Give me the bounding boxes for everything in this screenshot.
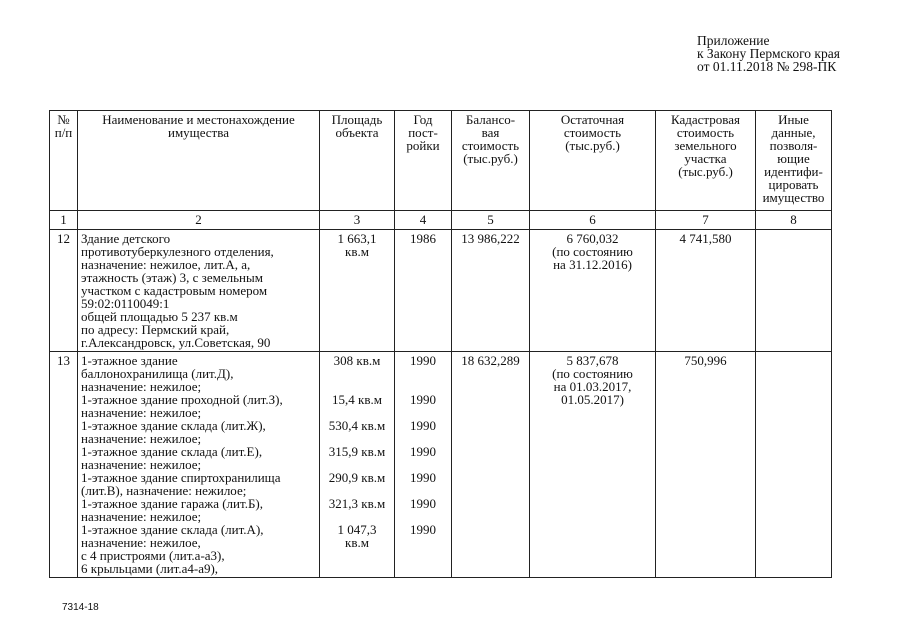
text-line: 15,4 кв.м xyxy=(332,392,382,407)
text-line: с 4 пристроями (лит.а-а3), xyxy=(81,548,225,563)
text-line: стоимость xyxy=(461,138,520,153)
text-line: 6 крыльцами (лит.а4-а9), xyxy=(81,561,219,576)
text-line: 1990 xyxy=(410,418,436,433)
property-area xyxy=(320,352,395,578)
text-line: (тыс.руб.) xyxy=(678,164,733,179)
text-line: имущество xyxy=(762,190,825,205)
annex-title: Приложение xyxy=(697,33,770,48)
row-number: 13 xyxy=(50,352,78,578)
text-line: пост- xyxy=(408,125,438,140)
text-line: стоимость xyxy=(676,125,735,140)
property-name xyxy=(78,230,320,352)
text-line: 1-этажное здание склада (лит.Ж), xyxy=(81,418,266,433)
line-gap xyxy=(398,367,448,380)
text-line: 59:02:0110049:1 xyxy=(81,296,170,311)
construction-year xyxy=(395,230,452,352)
header-residual xyxy=(530,111,656,211)
text-line: назначение: нежилое; xyxy=(81,509,202,524)
column-number-row xyxy=(50,211,832,230)
column-number: 4 xyxy=(395,211,452,230)
text-line: земельного xyxy=(674,138,737,153)
column-number: 1 xyxy=(50,211,78,230)
text-line: (тыс.руб.) xyxy=(565,138,620,153)
property-name xyxy=(78,352,320,578)
text-line: на 01.03.2017, xyxy=(553,379,632,394)
text-line: кв.м xyxy=(345,535,369,550)
text-line: участка xyxy=(684,151,727,166)
text-line: назначение: нежилое, xyxy=(81,535,201,550)
construction-year xyxy=(395,352,452,578)
line-gap xyxy=(323,367,391,380)
table-row xyxy=(50,230,832,352)
text-line: 1-этажное здание спиртохранилища xyxy=(81,470,281,485)
text-line: 1986 xyxy=(410,231,436,246)
header-balance xyxy=(452,111,530,211)
text-line: ройки xyxy=(406,138,440,153)
text-line: 01.05.2017) xyxy=(561,392,624,407)
text-line: 5 837,678 xyxy=(566,353,619,368)
cadastral-value: 750,996 xyxy=(656,352,756,578)
text-line: 321,3 кв.м xyxy=(328,496,386,511)
row-number: 12 xyxy=(50,230,78,352)
text-line: участком с кадастровым номером xyxy=(81,283,268,298)
other-data xyxy=(756,230,832,352)
text-line: 290,9 кв.м xyxy=(328,470,386,485)
balance-value: 18 632,289 xyxy=(452,352,530,578)
text-line: 1990 xyxy=(410,444,436,459)
text-line: Иные xyxy=(778,112,809,127)
header-number xyxy=(50,111,78,211)
text-line: п/п xyxy=(54,125,73,140)
property-area xyxy=(320,230,395,352)
text-line: Кадастровая xyxy=(671,112,740,127)
document-code: 7314-18 xyxy=(62,602,99,613)
text-line: Площадь xyxy=(331,112,383,127)
text-line: назначение: нежилое; xyxy=(81,457,202,472)
text-line: кв.м xyxy=(345,244,369,259)
text-line: 1 663,1 xyxy=(337,231,377,246)
text-line: 308 кв.м xyxy=(333,353,381,368)
text-line: 1-этажное здание проходной (лит.З), xyxy=(81,392,283,407)
text-line: № xyxy=(57,112,70,127)
table-row xyxy=(50,352,832,578)
header-cadastral xyxy=(656,111,756,211)
text-line: по адресу: Пермский край, xyxy=(81,322,230,337)
text-line: 1-этажное здание xyxy=(81,353,178,368)
column-number: 8 xyxy=(756,211,832,230)
text-line: (по состоянию xyxy=(552,366,633,381)
text-line: (тыс.руб.) xyxy=(463,151,518,166)
text-line: (по состоянию xyxy=(552,244,633,259)
text-line: назначение: нежилое, лит.А, а, xyxy=(81,257,251,272)
header-name xyxy=(78,111,320,211)
text-line: вая xyxy=(481,125,500,140)
text-line: этажность (этаж) 3, с земельным xyxy=(81,270,263,285)
column-number: 6 xyxy=(530,211,656,230)
text-line: назначение: нежилое; xyxy=(81,431,202,446)
column-number: 2 xyxy=(78,211,320,230)
text-line: назначение: нежилое; xyxy=(81,379,202,394)
residual-value xyxy=(530,352,656,578)
text-line: 1 047,3 xyxy=(337,522,377,537)
text-line: 1990 xyxy=(410,496,436,511)
text-line: стоимость xyxy=(563,125,622,140)
text-line: 1-этажное здание гаража (лит.Б), xyxy=(81,496,263,511)
text-line: г.Александровск, ул.Советская, 90 xyxy=(81,335,271,350)
text-line: противотуберкулезного отделения, xyxy=(81,244,274,259)
text-line: 315,9 кв.м xyxy=(328,444,386,459)
text-line: общей площадью 5 237 кв.м xyxy=(81,309,238,324)
residual-value xyxy=(530,230,656,352)
header-year xyxy=(395,111,452,211)
text-line: Здание детского xyxy=(81,231,171,246)
header-area xyxy=(320,111,395,211)
cadastral-value: 4 741,580 xyxy=(656,230,756,352)
column-number: 3 xyxy=(320,211,395,230)
column-number: 7 xyxy=(656,211,756,230)
property-table xyxy=(49,110,832,578)
text-line: 1990 xyxy=(410,522,436,537)
text-line: 1-этажное здание склада (лит.Е), xyxy=(81,444,263,459)
text-line: данные, xyxy=(771,125,816,140)
balance-value: 13 986,222 xyxy=(452,230,530,352)
text-line: 1990 xyxy=(410,470,436,485)
text-line: объекта xyxy=(335,125,379,140)
header-row xyxy=(50,111,832,211)
text-line: ющие xyxy=(777,151,810,166)
text-line: цировать xyxy=(768,177,819,192)
text-line: Остаточная xyxy=(560,112,625,127)
text-line: позволя- xyxy=(769,138,818,153)
text-line: Наименование и местонахождение xyxy=(102,112,295,127)
annex-law-ref: к Закону Пермского края xyxy=(697,46,840,61)
text-line: 1990 xyxy=(410,353,436,368)
text-line: имущества xyxy=(168,125,229,140)
text-line: баллонохранилища (лит.Д), xyxy=(81,366,234,381)
other-data xyxy=(756,352,832,578)
text-line: идентифи- xyxy=(764,164,823,179)
text-line: (лит.В), назначение: нежилое; xyxy=(81,483,247,498)
text-line: Год xyxy=(413,112,433,127)
text-line: 1-этажное здание склада (лит.А), xyxy=(81,522,264,537)
text-line: 1990 xyxy=(410,392,436,407)
text-line: Балансо- xyxy=(465,112,516,127)
text-line: 6 760,032 xyxy=(566,231,619,246)
text-line: на 31.12.2016) xyxy=(553,257,632,272)
header-other xyxy=(756,111,832,211)
text-line: 530,4 кв.м xyxy=(328,418,386,433)
annex-reference xyxy=(697,34,877,73)
annex-law-date: от 01.11.2018 № 298-ПК xyxy=(697,59,837,74)
text-line: назначение: нежилое; xyxy=(81,405,202,420)
column-number: 5 xyxy=(452,211,530,230)
